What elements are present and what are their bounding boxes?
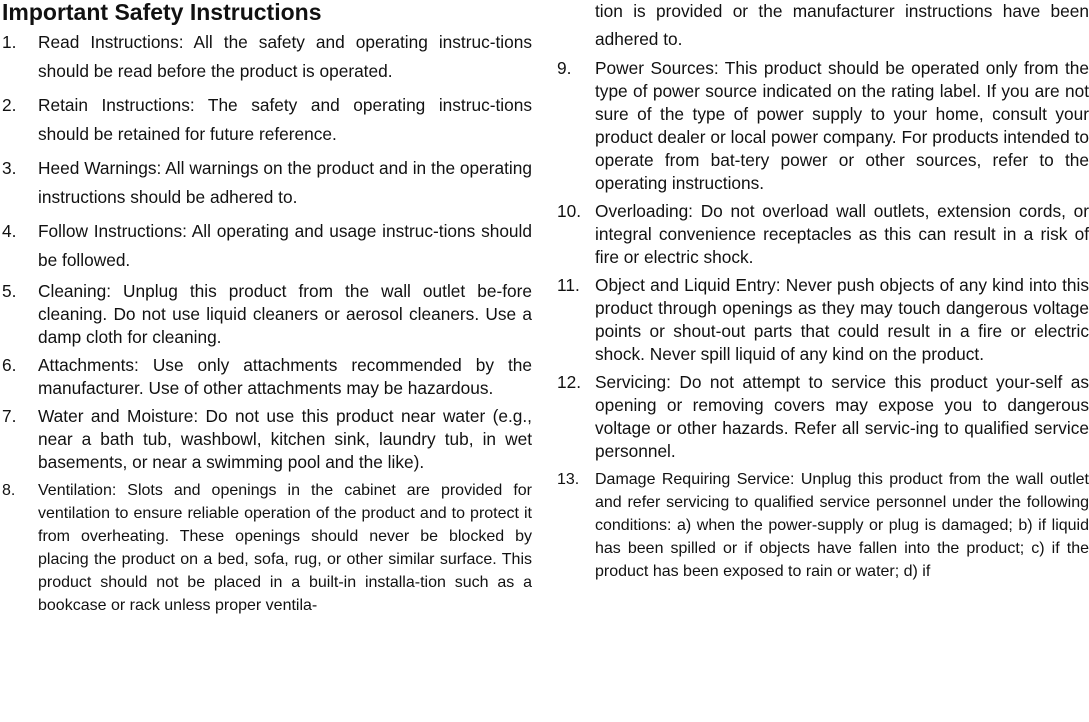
item-text: Water and Moisture: Do not use this product near water (e.g., near a bath tub, washbowl, kitchen sink, laundry tub, in wet basements, or near a swimming pool and the like). [38, 406, 532, 472]
right-column [557, 0, 1089, 583]
list-item [2, 28, 532, 86]
item-text: Attachments: Use only attachments recommended by the manufacturer. Use of other attachments may be hazardous. [38, 355, 532, 398]
list-item [557, 468, 1089, 583]
list-item [557, 274, 1089, 366]
item-text: Damage Requiring Service: Unplug this product from the wall outlet and refer servicing to qualified service personnel under the following conditions: a) when the power-supply or plug is damaged; b) if liquid has been spilled or if objects have fallen into the product; c) if the product has been exposed to rain or water; d) if [595, 471, 1089, 580]
item-number: 1. [2, 32, 17, 52]
item-number: 13. [557, 471, 580, 488]
item-text: Read Instructions: All the safety and operating instruc-tions should be read before the product is operated. [38, 32, 532, 81]
item-number: 6. [2, 355, 17, 375]
list-item [557, 371, 1089, 463]
item-text: Ventilation: Slots and openings in the cabinet are provided for ventilation to ensure reliable operation of the product and to protect it from overheating. These openings should never be blocked by placing the product on a bed, sofa, rug, or other similar surface. This product should not be placed in a built-in installa-tion such as a bookcase or rack unless proper ventila- [38, 482, 532, 614]
item-text: Cleaning: Unplug this product from the wall outlet be-fore cleaning. Do not use liquid cleaners or aerosol cleaners. Use a damp cloth for cleaning. [38, 281, 532, 347]
item-number: 11. [557, 275, 580, 295]
list-item [2, 479, 532, 617]
list-item [2, 217, 532, 275]
item-text: Overloading: Do not overload wall outlets, extension cords, or integral convenience receptacles as this can result in a risk of fire or electric shock. [595, 201, 1089, 267]
list-item [2, 91, 532, 149]
list-item [2, 154, 532, 212]
list-item [2, 405, 532, 474]
continued-text: tion is provided or the manufacturer instructions have been adhered to. [595, 1, 1089, 49]
list-item [2, 354, 532, 400]
item-number: 2. [2, 95, 17, 115]
item-text: Object and Liquid Entry: Never push objects of any kind into this product through openings as they may touch dangerous voltage points or shout-out parts that could result in a fire or electric shock. Never spill liquid of any kind on the product. [595, 275, 1089, 364]
left-column [2, 28, 532, 617]
item-text: Follow Instructions: All operating and usage instruc-tions should be followed. [38, 221, 532, 270]
item-number: 7. [2, 406, 17, 426]
list-item [557, 200, 1089, 269]
item-number: 5. [2, 281, 17, 301]
item-text: Servicing: Do not attempt to service this product your-self as opening or removing covers may expose you to dangerous voltage or other hazards. Refer all servic-ing to qualified service personnel. [595, 372, 1089, 461]
list-item [2, 280, 532, 349]
item-text: Retain Instructions: The safety and operating instruc-tions should be retained for future reference. [38, 95, 532, 144]
page-title: Important Safety Instructions [2, 0, 322, 25]
item-text: Heed Warnings: All warnings on the product and in the operating instructions should be adhered to. [38, 158, 532, 207]
list-item [557, 57, 1089, 195]
item-number: 10. [557, 201, 582, 221]
item-number: 8. [2, 482, 16, 499]
item-text: Power Sources: This product should be operated only from the type of power source indicated on the rating label. If you are not sure of the type of power supply to your home, consult your product dealer or local power company. For products intended to operate from bat-tery power or other sources, refer to the operating instructions. [595, 58, 1089, 193]
item-number: 3. [2, 158, 17, 178]
item-number: 4. [2, 221, 17, 241]
item-number: 12. [557, 372, 582, 392]
item-number: 9. [557, 58, 572, 78]
